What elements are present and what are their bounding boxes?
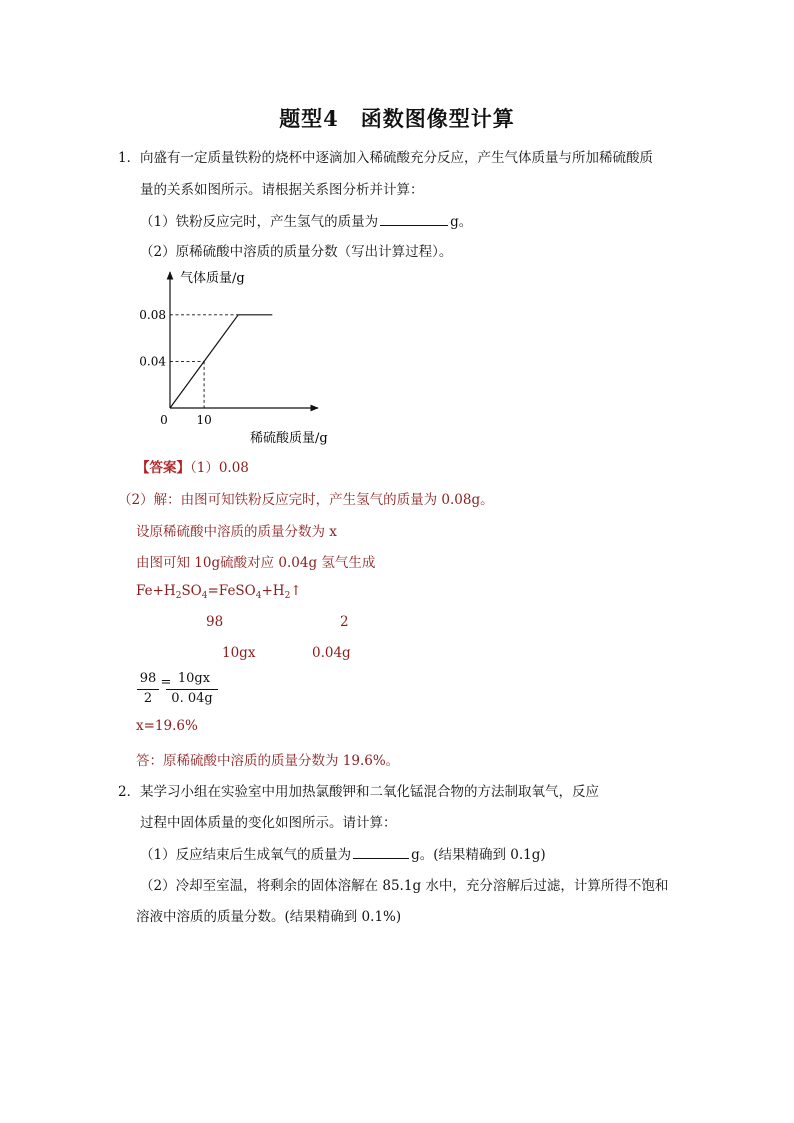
x-axis-label: 稀硫酸质量/g xyxy=(250,431,328,446)
chemical-equation xyxy=(136,583,302,601)
frac-right-line xyxy=(166,689,218,690)
q2-number: 2． xyxy=(118,784,141,800)
q2-answer-blank[interactable] xyxy=(353,845,409,859)
eq-sub: 2 xyxy=(175,591,182,601)
x-tick-label: 10 xyxy=(196,413,212,427)
q2-sub1 xyxy=(140,843,546,863)
q2-text-line1: 某学习小组在实验室中用加热氯酸钾和二氧化锰混合物的方法制取氧气，反应 xyxy=(140,784,599,800)
frac-right-denominator: 0. 04g xyxy=(171,691,213,706)
answer-let: 设原稀硫酸中溶质的质量分数为 x xyxy=(136,524,337,540)
eq-part: SO xyxy=(181,583,202,599)
y-tick-label: 0.08 xyxy=(139,307,166,322)
up-arrow-icon: ↑ xyxy=(290,583,302,599)
eq-sub: 2 xyxy=(284,591,291,601)
frac-equal-sign: = xyxy=(160,675,172,690)
q2-sub1-suffix: g。(结果精确到 0.1g) xyxy=(411,847,546,863)
eq-part: Fe+H xyxy=(136,583,176,599)
answer-part1-value: （1）0.08 xyxy=(190,460,249,476)
eq-sub: 4 xyxy=(255,591,262,601)
q2-sub2-line2: 溶液中溶质的质量分数。(结果精确到 0.1%) xyxy=(136,909,402,925)
y-tick-label: 0.04 xyxy=(139,354,166,369)
x-tick-label: 0 xyxy=(160,413,168,427)
q1-sub1-suffix: g。 xyxy=(450,214,473,230)
q1-text-line1: 向盛有一定质量铁粉的烧杯中逐滴加入稀硫酸充分反应，产生气体质量与所加稀硫酸质 xyxy=(140,150,653,166)
answer-from-graph: 由图可知 10g硫酸对应 0.04g 氢气生成 xyxy=(136,555,376,571)
q1-text-line2: 量的关系如图所示。请根据关系图分析并计算： xyxy=(140,182,424,198)
value-004g: 0.04g xyxy=(312,645,351,661)
answer-result: x=19.6% xyxy=(136,718,198,734)
molar-mass-98: 98 xyxy=(206,614,224,630)
answer-part2: （2）解：由图可知铁粉反应完时，产生氢气的质量为 0.08g。 xyxy=(118,492,494,508)
q2-sub2-line1: （2）冷却至室温，将剩余的固体溶解在 85.1g 水中，充分溶解后过滤，计算所得不饱和 xyxy=(140,878,669,894)
answer-part1 xyxy=(136,456,249,476)
eq-part: =FeSO xyxy=(207,583,256,599)
value-10gx: 10gx xyxy=(222,645,256,661)
answer-tag: 【答案】 xyxy=(136,460,190,476)
frac-left-denominator: 2 xyxy=(143,691,153,706)
frac-left-numerator: 98 xyxy=(139,671,157,686)
q1-sub2: （2）原稀硫酸中溶质的质量分数（写出计算过程）。 xyxy=(140,244,453,260)
series-line xyxy=(170,315,272,408)
frac-right-numerator: 10gx xyxy=(177,671,211,686)
q1-sub1 xyxy=(140,210,472,230)
molar-mass-2: 2 xyxy=(340,614,349,630)
answer-final: 答：原稀硫酸中溶质的质量分数为 19.6%。 xyxy=(136,753,400,769)
y-axis-label: 气体质量/g xyxy=(180,271,245,286)
q2-sub1-prefix: （1）反应结束后生成氧气的质量为 xyxy=(140,847,352,863)
frac-left-line xyxy=(137,689,159,690)
eq-part: +H xyxy=(261,583,285,599)
q2-text-line2: 过程中固体质量的变化如图所示。请计算： xyxy=(140,815,397,831)
q1-sub1-prefix: （1）铁粉反应完时，产生氢气的质量为 xyxy=(140,214,379,230)
q1-answer-blank[interactable] xyxy=(380,212,448,226)
gas-mass-chart xyxy=(130,262,350,452)
q1-number: 1． xyxy=(118,150,141,166)
page-title: 题型4 函数图像型计算 xyxy=(279,106,515,131)
eq-sub: 4 xyxy=(201,591,208,601)
